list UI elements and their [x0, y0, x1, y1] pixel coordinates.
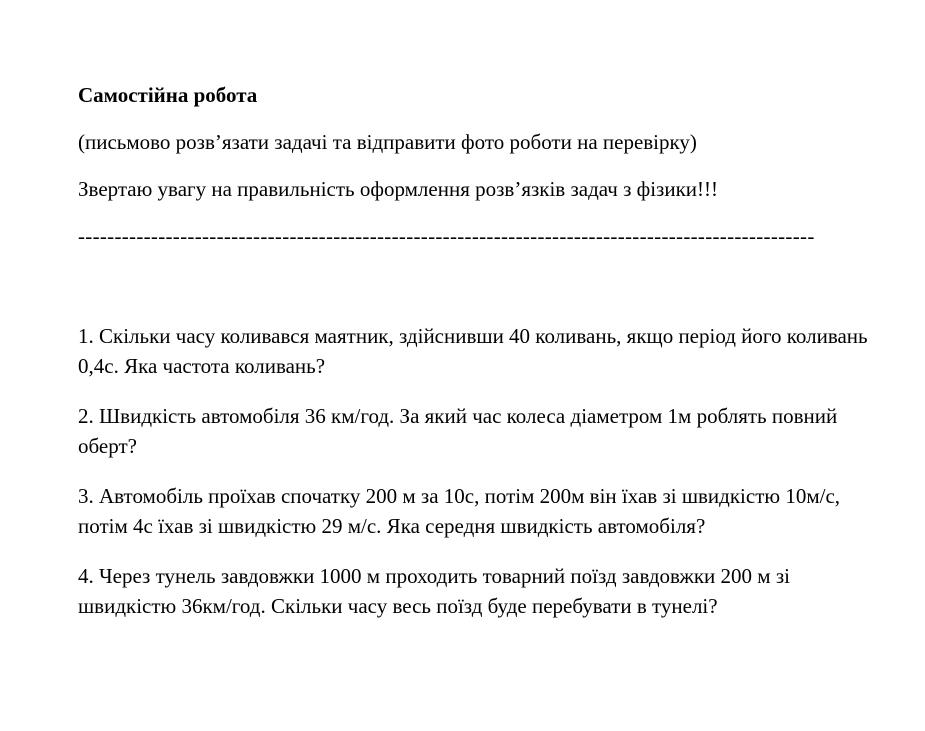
notice-text: Звертаю увагу на правильність оформлення розв’язків задач з фізики!!!	[78, 177, 719, 201]
document-title: Самостійна робота	[78, 83, 258, 107]
task-list	[78, 321, 868, 621]
task-3: 3. Автомобіль проїхав спочатку 200 м за 10с, потім 200м він їхав зі швидкістю 10м/с, потім 4с їхав зі швидкістю 29 м/с. Яка середня швидкість автомобіля?	[78, 484, 841, 538]
task-4: 4. Через тунель завдовжки 1000 м проходить товарний поїзд завдовжки 200 м зі швидкістю 36км/год. Скільки часу весь поїзд буде перебувати в тунелі?	[78, 564, 790, 618]
document-page	[78, 80, 868, 641]
task-2: 2. Швидкість автомобіля 36 км/год. За який час колеса діаметром 1м роблять повний оберт?	[78, 404, 838, 458]
separator-line: -----------------------------------------------------------------------------------------------------	[78, 224, 815, 248]
instruction-text: (письмово розв’язати задачі та відправити фото роботи на перевірку)	[78, 130, 697, 154]
task-1: 1. Скільки часу коливався маятник, здійснивши 40 коливань, якщо період його коливань 0,4с. Яка частота коливань?	[78, 324, 868, 378]
